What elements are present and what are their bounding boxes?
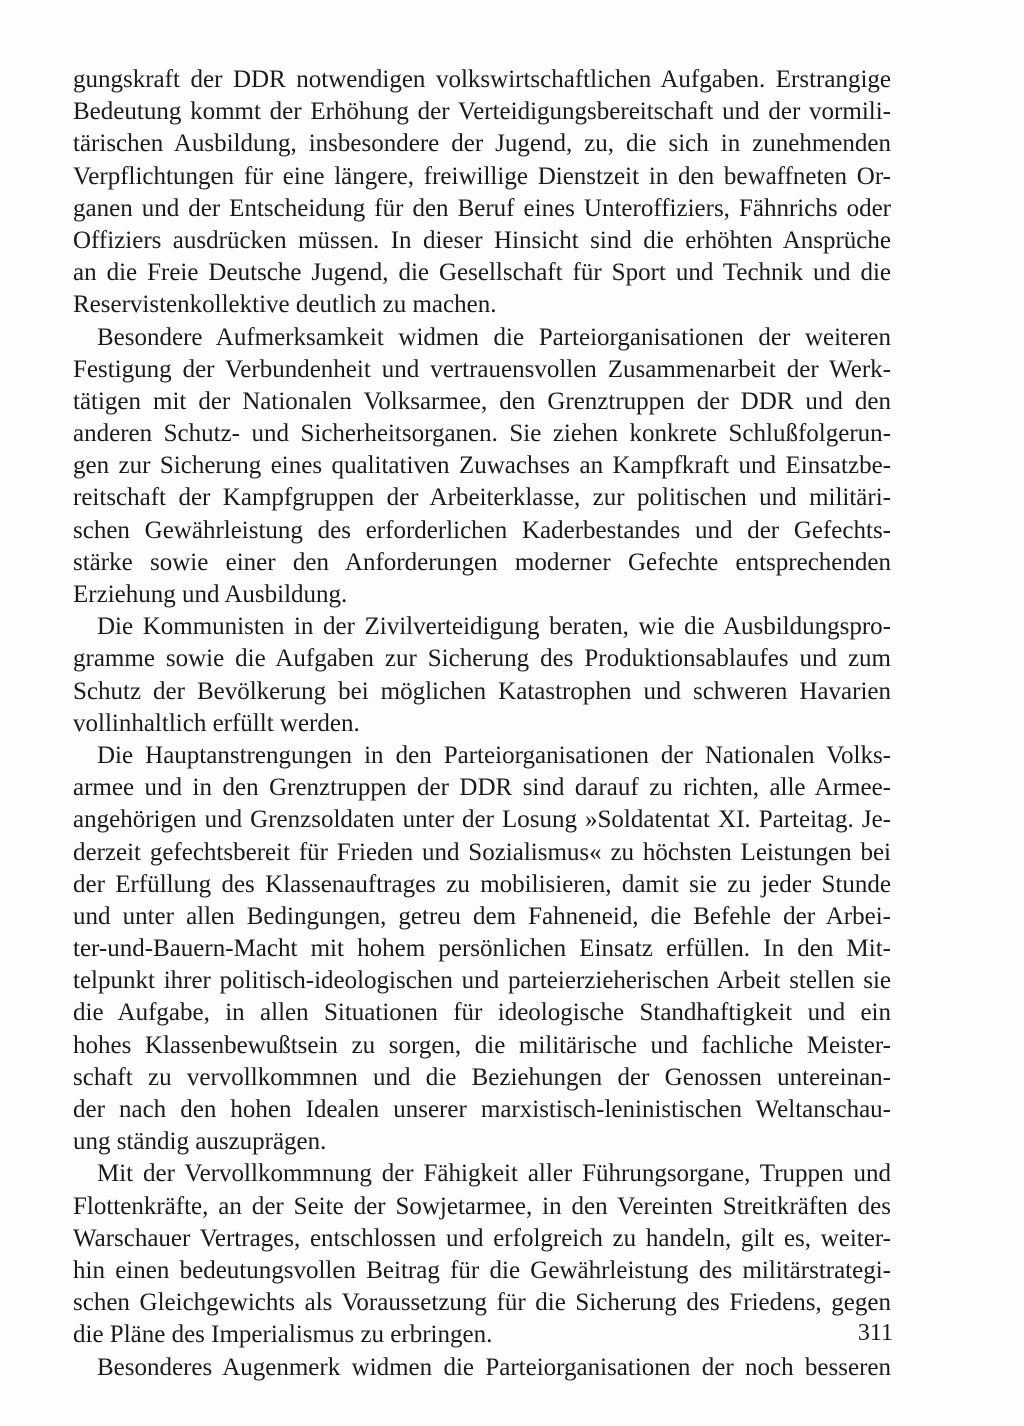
text-line: ung ständig auszuprägen.	[73, 1128, 327, 1156]
text-line: Bedeutung kommt der Erhöhung der Verteidigungsbereitschaft und der vormili-	[73, 98, 891, 126]
text-line: Warschauer Vertrages, entschlossen und erfolgreich zu handeln, gilt es, weiter-	[73, 1224, 891, 1252]
text-line: tätigen mit der Nationalen Volksarmee, den Grenztruppen der DDR und den	[73, 387, 891, 415]
text-line: schen Gewährleistung des erforderlichen Kaderbestandes und der Gefechts-	[73, 516, 891, 544]
text-line: hohes Klassenbewußtsein zu sorgen, die militärische und fachliche Meister-	[73, 1031, 891, 1059]
text-line: Flottenkräfte, an der Seite der Sowjetarmee, in den Vereinten Streitkräften des	[73, 1192, 891, 1220]
text-line: telpunkt ihrer politisch-ideologischen und parteierzieherischen Arbeit stellen sie	[73, 967, 891, 995]
text-line: und unter allen Bedingungen, getreu dem Fahneneid, die Befehle der Arbei-	[73, 902, 891, 930]
text-line: vollinhaltlich erfüllt werden.	[73, 709, 360, 737]
text-line: angehörigen und Grenzsoldaten unter der Losung »Soldatentat XI. Parteitag. Je-	[73, 806, 891, 834]
text-line: ganen und der Entscheidung für den Beruf eines Unteroffiziers, Fähnrichs oder	[73, 194, 891, 222]
text-line: die Aufgabe, in allen Situationen für ideologische Standhaftigkeit und ein	[73, 999, 891, 1027]
text-line: reitschaft der Kampfgruppen der Arbeiterklasse, zur politischen und militäri-	[73, 484, 891, 512]
text-line: gungskraft der DDR notwendigen volkswirtschaftlichen Aufgaben. Erstrangige	[73, 66, 891, 93]
text-line: armee und in den Grenztruppen der DDR sind darauf zu richten, alle Armee-	[73, 774, 891, 802]
text-line: schen Gleichgewichts als Voraussetzung für die Sicherung des Friedens, gegen	[73, 1289, 891, 1317]
text-line: Erziehung und Ausbildung.	[73, 581, 348, 608]
text-line: derzeit gefechtsbereit für Frieden und Sozialismus« zu höchsten Leistungen bei	[73, 838, 891, 866]
text-line: Mit der Vervollkommnung der Fähigkeit aller Führungsorgane, Truppen und	[97, 1160, 891, 1188]
body-text	[73, 64, 891, 1384]
paragraph	[73, 64, 891, 322]
paragraph	[73, 1158, 891, 1351]
text-line: Die Kommunisten in der Zivilverteidigung beraten, wie die Ausbildungspro-	[97, 613, 891, 641]
text-line: anderen Schutz- und Sicherheitsorganen. Sie ziehen konkrete Schlußfolgerun-	[73, 420, 891, 448]
text-line: der nach den hohen Idealen unserer marxistisch-leninistischen Weltanschau-	[73, 1096, 891, 1123]
text-line: stärke sowie einer den Anforderungen moderner Gefechte entsprechenden	[73, 548, 891, 576]
text-line: Schutz der Bevölkerung bei möglichen Katastrophen und schweren Havarien	[73, 677, 891, 705]
page-number: 311	[857, 1320, 893, 1346]
text-line: hin einen bedeutungsvollen Beitrag für die Gewährleistung des militärstrategi-	[73, 1256, 891, 1284]
text-line: Festigung der Verbundenheit und vertrauensvollen Zusammenarbeit der Werk-	[73, 355, 891, 383]
text-line: ter-und-Bauern-Macht mit hohem persönlichen Einsatz erfüllen. In den Mit-	[73, 935, 891, 963]
text-line: der Erfüllung des Klassenauftrages zu mobilisieren, damit sie zu jeder Stunde	[73, 870, 891, 898]
text-line: tärischen Ausbildung, insbesondere der Jugend, zu, die sich in zunehmenden	[73, 130, 891, 158]
paragraph	[73, 1352, 891, 1384]
text-line: gen zur Sicherung eines qualitativen Zuwachses an Kampfkraft und Einsatzbe-	[73, 452, 891, 480]
text-line: Offiziers ausdrücken müssen. In dieser Hinsicht sind die erhöhten Ansprüche	[73, 226, 891, 254]
text-line: Besonderes Augenmerk widmen die Parteiorganisationen der noch besseren	[97, 1353, 891, 1381]
text-line: an die Freie Deutsche Jugend, die Gesellschaft für Sport und Technik und die	[73, 259, 891, 287]
paragraph	[73, 740, 891, 1158]
text-line: die Pläne des Imperialismus zu erbringen.	[73, 1321, 493, 1349]
text-line: Die Hauptanstrengungen in den Parteiorganisationen der Nationalen Volks-	[97, 741, 891, 769]
text-line: gramme sowie die Aufgaben zur Sicherung des Produktionsablaufes und zum	[73, 645, 891, 673]
text-line: Reservistenkollektive deutlich zu machen.	[73, 291, 497, 319]
text-line: schaft zu vervollkommnen und die Beziehungen der Genossen untereinan-	[73, 1063, 891, 1091]
paragraph	[73, 322, 891, 612]
paragraph	[73, 611, 891, 740]
text-line: Verpflichtungen für eine längere, freiwillige Dienstzeit in den bewaffneten Or-	[73, 162, 891, 190]
text-line: Besondere Aufmerksamkeit widmen die Parteiorganisationen der weiteren	[97, 323, 891, 351]
